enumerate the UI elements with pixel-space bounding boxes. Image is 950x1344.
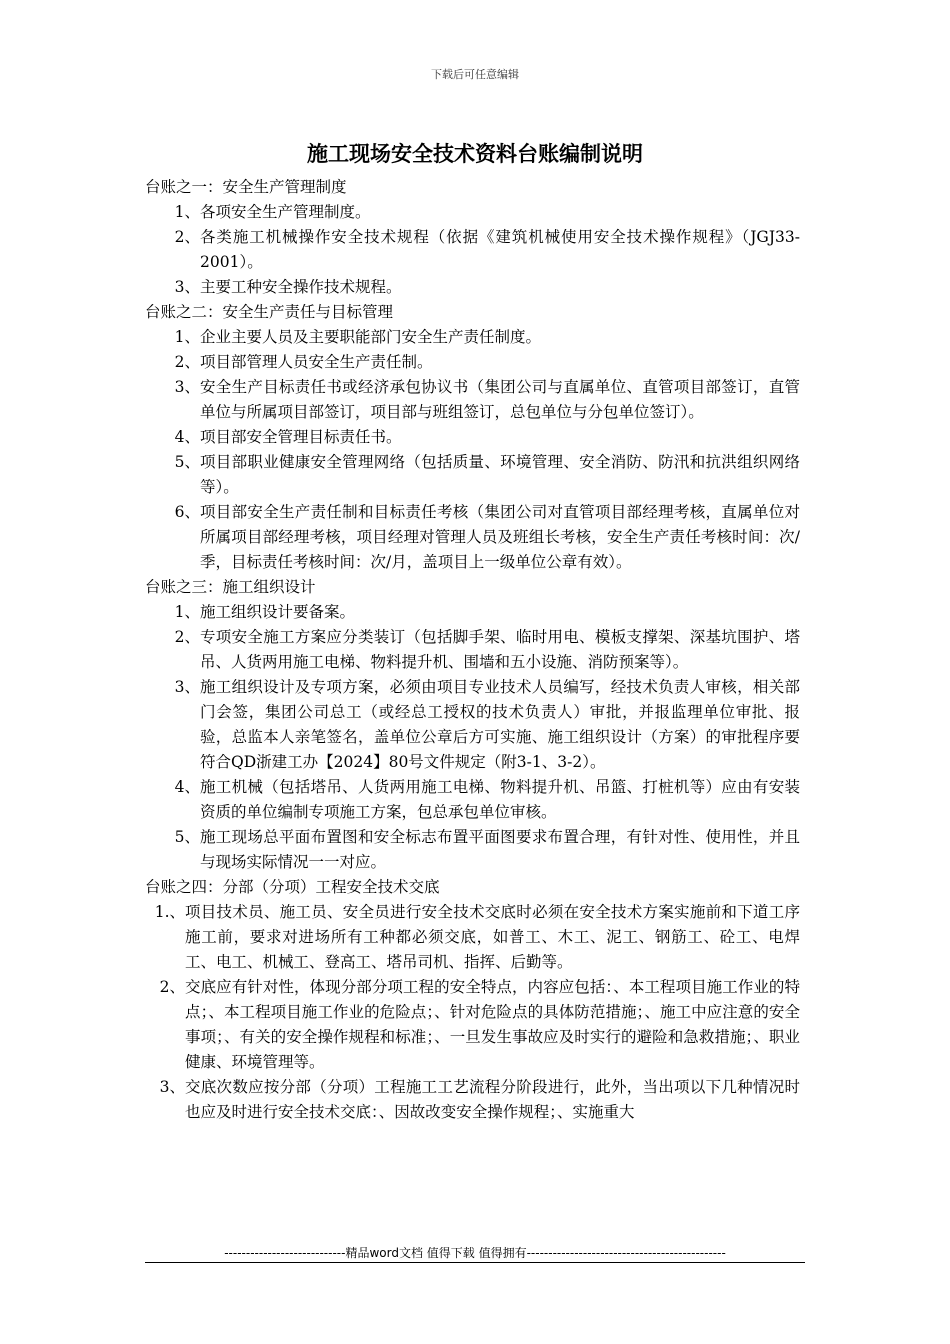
list-item (145, 425, 800, 450)
item-text: 主要工种安全操作技术规程。 (200, 278, 402, 296)
list-item (145, 675, 800, 775)
item-number: 2、 (174, 353, 200, 371)
list-item (145, 775, 800, 825)
item-text: 交底应有针对性，体现分部分项工程的安全特点，内容应包括：、本工程项目施工作业的特点；、本工程项目施工作业的危险点；、针对危险点的具体防范措施；、施工中应注意的安全事项；、有关的安全操作规程和标准；、一旦发生事故应及时实行的避险和急救措施；、职业健康、环境管理等。 (185, 978, 800, 1071)
list-item (145, 350, 800, 375)
section-title: 台账之三：施工组织设计 (145, 578, 316, 596)
list-item (145, 900, 800, 975)
item-number: 1、 (174, 328, 200, 346)
item-number: 3、 (174, 378, 200, 396)
header-note: 下载后可任意编辑 (431, 68, 519, 81)
item-number: 2、 (159, 978, 185, 996)
item-number: 3、 (174, 278, 200, 296)
item-text: 施工组织设计要备案。 (200, 603, 356, 621)
item-number: 6、 (174, 503, 200, 521)
item-text: 项目技术员、施工员、安全员进行安全技术交底时必须在安全技术方案实施前和下道工序施工前，要求对进场所有工种都必须交底，如普工、木工、泥工、钢筋工、砼工、电焊工、电工、机械工、登高工、塔吊司机、指挥、后勤等。 (185, 903, 800, 971)
section-2 (145, 300, 800, 575)
section-3 (145, 575, 800, 875)
item-text: 施工机械（包括塔吊、人货两用施工电梯、物料提升机、吊篮、打桩机等）应由有安装资质的单位编制专项施工方案，包总承包单位审核。 (200, 778, 800, 821)
section-title: 台账之一：安全生产管理制度 (145, 178, 347, 196)
item-text: 项目部安全生产责任制和目标责任考核（集团公司对直管项目部经理考核，直属单位对所属项目部经理考核，项目经理对管理人员及班组长考核，安全生产责任考核时间：次/季，目标责任考核时间：次/月，盖项目上一级单位公章有效）。 (200, 503, 800, 571)
list-item (145, 225, 800, 275)
section-1 (145, 175, 800, 300)
item-text: 安全生产目标责任书或经济承包协议书（集团公司与直属单位、直管项目部签订，直管单位与所属项目部签订，项目部与班组签订，总包单位与分包单位签订）。 (200, 378, 800, 421)
item-text: 专项安全施工方案应分类装订（包括脚手架、临时用电、模板支撑架、深基坑围护、塔吊、人货两用施工电梯、物料提升机、围墙和五小设施、消防预案等）。 (200, 628, 800, 671)
list-item (145, 325, 800, 350)
item-number: 2、 (174, 628, 200, 646)
item-number: 3、 (159, 1078, 185, 1096)
item-number: 5、 (174, 453, 200, 471)
item-text: 各类施工机械操作安全技术规程（依据《建筑机械使用安全技术操作规程》（JGJ33-2001）。 (200, 228, 800, 271)
footer-divider (145, 1262, 805, 1263)
list-item (145, 1075, 800, 1125)
item-number: 1、 (174, 203, 200, 221)
list-item (145, 275, 800, 300)
item-text: 交底次数应按分部（分项）工程施工工艺流程分阶段进行，此外，当出项以下几种情况时也应及时进行安全技术交底：、因故改变安全操作规程；、实施重大 (185, 1078, 800, 1121)
item-number: 1.、 (154, 903, 185, 921)
item-text: 项目部管理人员安全生产责任制。 (200, 353, 433, 371)
list-item (145, 200, 800, 225)
item-text: 各项安全生产管理制度。 (200, 203, 371, 221)
list-item (145, 450, 800, 500)
list-item (145, 375, 800, 425)
item-text: 企业主要人员及主要职能部门安全生产责任制度。 (200, 328, 542, 346)
item-text: 施工现场总平面布置图和安全标志布置平面图要求布置合理，有针对性、使用性，并且与现场实际情况一一对应。 (200, 828, 800, 871)
item-text: 项目部安全管理目标责任书。 (200, 428, 402, 446)
list-item (145, 975, 800, 1075)
item-number: 2、 (174, 228, 200, 246)
footer-note: ----------------------------精品word文档 值得下载 值得拥有---------------------------------------------- (224, 1246, 726, 1260)
item-number: 4、 (174, 778, 200, 796)
section-4 (145, 875, 800, 1125)
document-title: 施工现场安全技术资料台账编制说明 (307, 142, 643, 166)
item-number: 4、 (174, 428, 200, 446)
item-number: 5、 (174, 828, 200, 846)
item-number: 1、 (174, 603, 200, 621)
item-text: 项目部职业健康安全管理网络（包括质量、环境管理、安全消防、防汛和抗洪组织网络等）。 (200, 453, 800, 496)
list-item (145, 625, 800, 675)
item-text: 施工组织设计及专项方案，必须由项目专业技术人员编写，经技术负责人审核，相关部门会签，集团公司总工（或经总工授权的技术负责人）审批，并报监理单位审批、报验，总监本人亲笔签名，盖单位公章后方可实施、施工组织设计（方案）的审批程序要符合QD浙建工办【2024】80号文件规定（附3-1、3-2）。 (200, 678, 800, 771)
section-title: 台账之四：分部（分项）工程安全技术交底 (145, 878, 440, 896)
document-body (145, 175, 800, 1125)
list-item (145, 500, 800, 575)
section-title: 台账之二：安全生产责任与目标管理 (145, 303, 394, 321)
item-number: 3、 (174, 678, 200, 696)
list-item (145, 600, 800, 625)
list-item (145, 825, 800, 875)
